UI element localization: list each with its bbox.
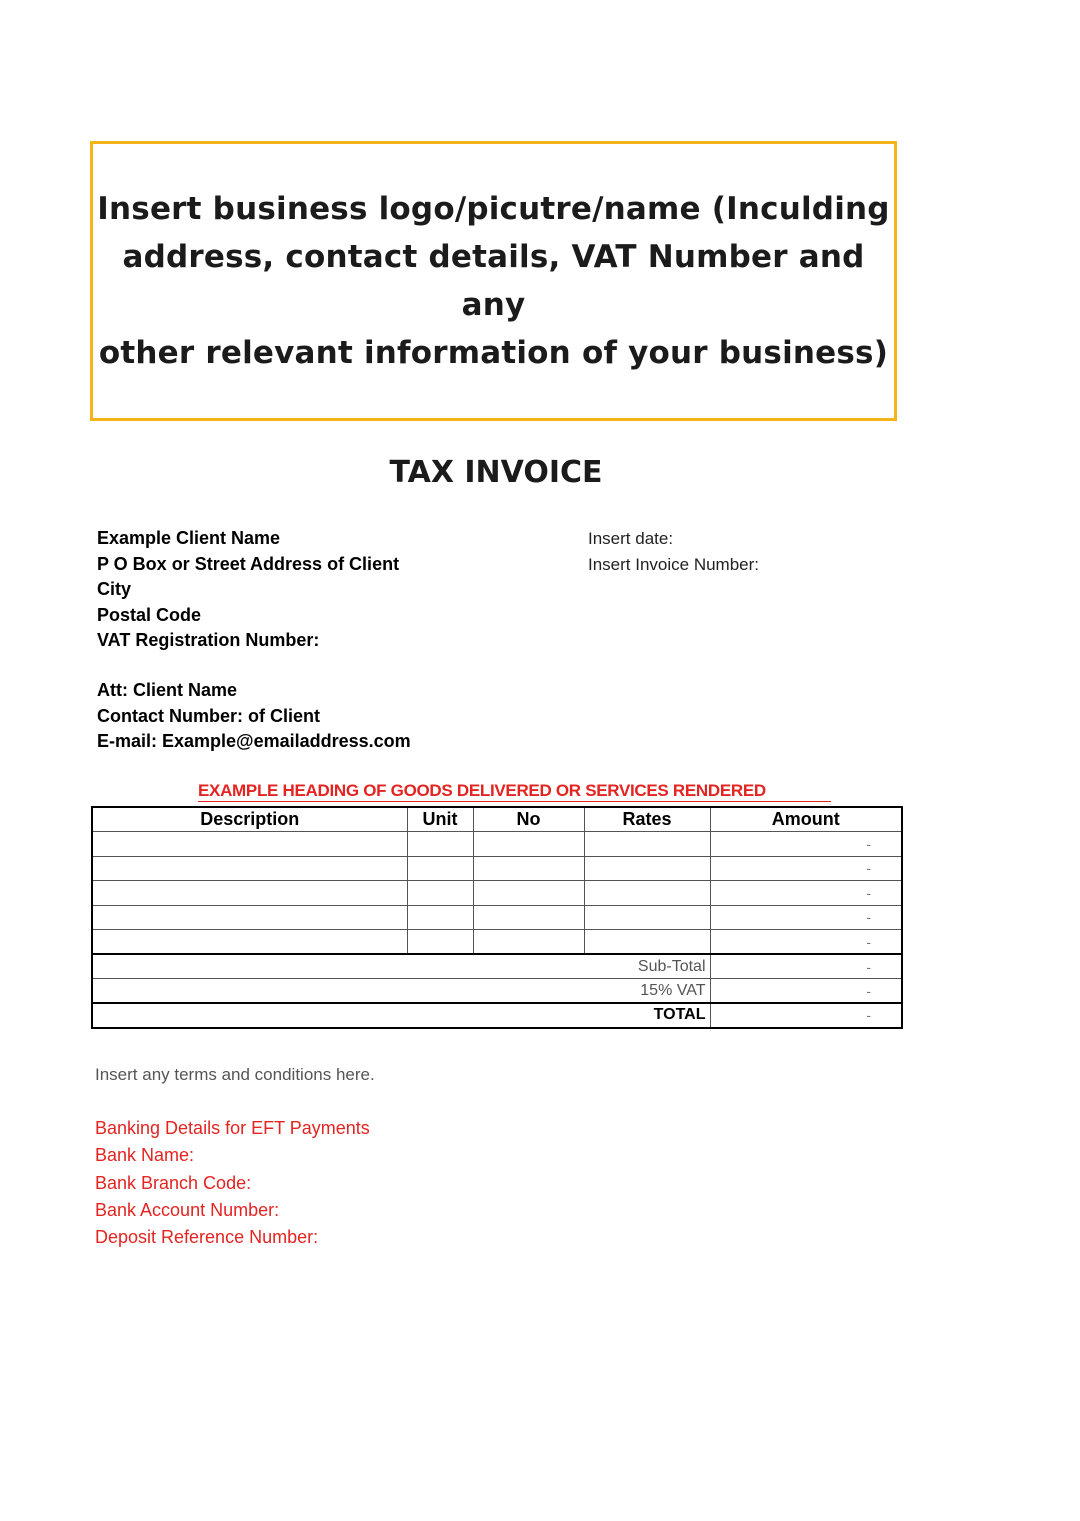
vat-label: 15% VAT [92, 979, 710, 1004]
amount-cell: - [710, 832, 902, 857]
logo-line-1: Insert business logo/picutre/name (Inculding [97, 191, 890, 227]
table-row [92, 856, 902, 881]
table-row [92, 881, 902, 906]
table-row [92, 930, 902, 955]
amount-cell: - [710, 881, 902, 906]
invoice-date: Insert date: [588, 529, 674, 548]
business-logo-placeholder [90, 141, 897, 421]
subtotal-value: - [710, 954, 902, 979]
invoice-number: Insert Invoice Number: [588, 554, 760, 574]
unit-cell[interactable] [407, 905, 473, 930]
rates-cell[interactable] [584, 832, 710, 857]
unit-cell[interactable] [407, 832, 473, 857]
deposit-reference: Deposit Reference Number: [95, 1227, 319, 1248]
header-description: Description [92, 807, 407, 832]
contact-email: E-mail: Example@emailaddress.com [97, 731, 411, 751]
amount-cell: - [710, 856, 902, 881]
bank-branch-code: Bank Branch Code: [95, 1172, 252, 1193]
goods-heading: EXAMPLE HEADING OF GOODS DELIVERED OR SERVICES RENDERED [198, 780, 831, 802]
no-cell[interactable] [473, 832, 584, 857]
contact-number: Contact Number: of Client [97, 705, 320, 726]
invoice-items-table [91, 806, 903, 1029]
bank-name: Bank Name: [95, 1145, 195, 1166]
invoice-meta [588, 526, 759, 577]
rates-cell[interactable] [584, 856, 710, 881]
table-row [92, 832, 902, 857]
invoice-title: TAX INVOICE [389, 455, 603, 490]
description-cell[interactable] [92, 832, 407, 857]
header-rates: Rates [584, 807, 710, 832]
total-row [92, 1003, 902, 1028]
header-no: No [473, 807, 584, 832]
amount-cell: - [710, 905, 902, 930]
rates-cell[interactable] [584, 930, 710, 955]
amount-cell: - [710, 930, 902, 955]
banking-details [95, 1115, 370, 1251]
terms-and-conditions: Insert any terms and conditions here. [95, 1065, 375, 1084]
bank-account-number: Bank Account Number: [95, 1199, 280, 1220]
logo-placeholder-text [93, 185, 894, 377]
description-cell[interactable] [92, 856, 407, 881]
description-cell[interactable] [92, 905, 407, 930]
table-row [92, 905, 902, 930]
no-cell[interactable] [473, 856, 584, 881]
description-cell[interactable] [92, 930, 407, 955]
total-value: - [710, 1003, 902, 1028]
no-cell[interactable] [473, 905, 584, 930]
header-unit: Unit [407, 807, 473, 832]
table-header-row [92, 807, 902, 832]
header-amount: Amount [710, 807, 902, 832]
rates-cell[interactable] [584, 881, 710, 906]
vat-value: - [710, 979, 902, 1004]
logo-line-3: other relevant information of your business) [98, 335, 889, 371]
no-cell[interactable] [473, 930, 584, 955]
client-vat-number: VAT Registration Number: [97, 630, 320, 650]
contact-att: Att: Client Name [97, 680, 238, 700]
description-cell[interactable] [92, 881, 407, 906]
banking-heading: Banking Details for EFT Payments [95, 1118, 370, 1138]
client-address: P O Box or Street Address of Client [97, 553, 400, 574]
client-postal-code: Postal Code [97, 604, 202, 625]
client-details [97, 526, 399, 654]
client-city: City [97, 579, 132, 599]
unit-cell[interactable] [407, 881, 473, 906]
subtotal-row [92, 954, 902, 979]
rates-cell[interactable] [584, 905, 710, 930]
unit-cell[interactable] [407, 930, 473, 955]
logo-line-2: address, contact details, VAT Number and any [122, 239, 865, 323]
vat-row [92, 979, 902, 1004]
subtotal-label: Sub-Total [92, 954, 710, 979]
total-label: TOTAL [92, 1003, 710, 1028]
no-cell[interactable] [473, 881, 584, 906]
unit-cell[interactable] [407, 856, 473, 881]
contact-details [97, 678, 411, 755]
client-name: Example Client Name [97, 528, 281, 548]
